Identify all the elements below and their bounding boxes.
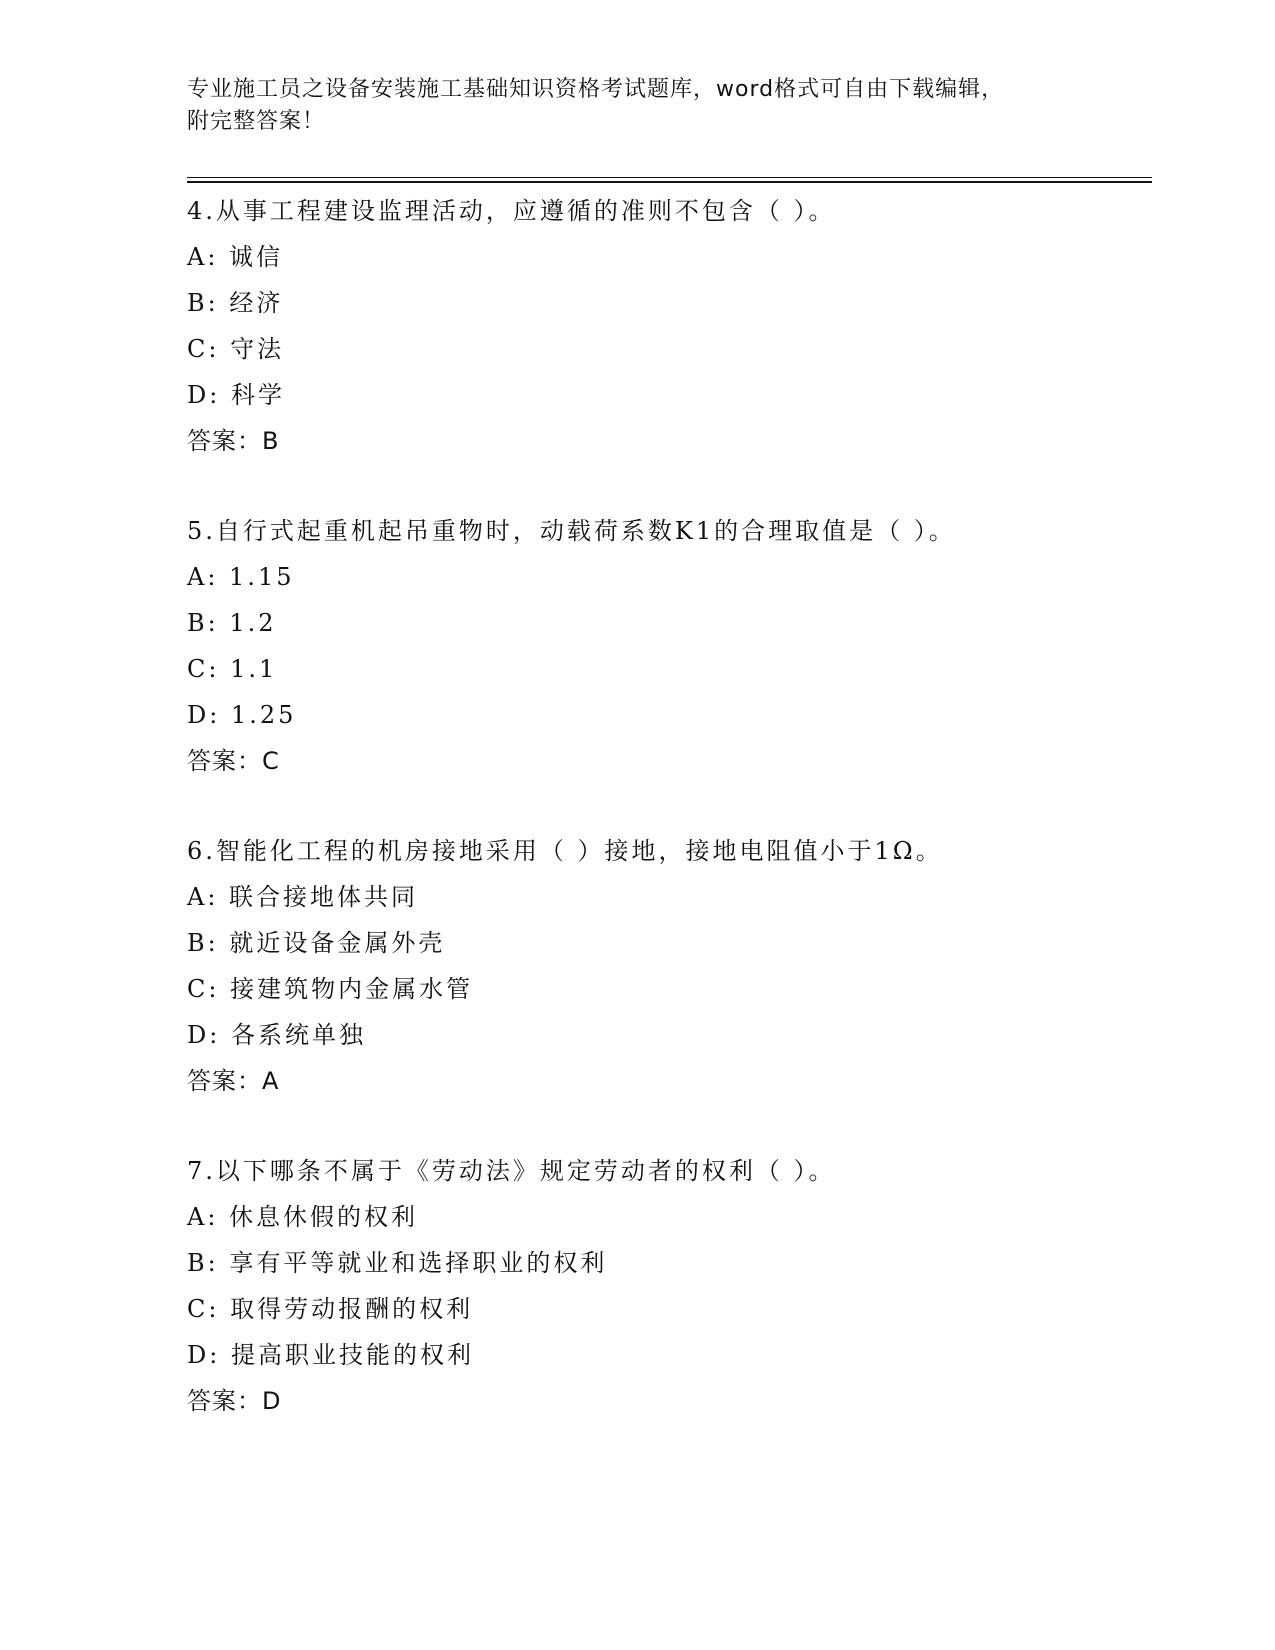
question-stem: 7.以下哪条不属于《劳动法》规定劳动者的权利（ ）。 (187, 1157, 836, 1185)
option-d: D: 各系统单独 (187, 1021, 366, 1049)
option-a: A: 诚信 (187, 243, 284, 271)
header-line-1: 专业施工员之设备安装施工基础知识资格考试题库，word格式可自由下载编辑， (187, 77, 1005, 102)
option-c: C: 1.1 (187, 655, 278, 683)
option-b: B: 享有平等就业和选择职业的权利 (187, 1249, 608, 1277)
answer: 答案：B (187, 427, 280, 455)
header-line-2: 附完整答案！ (187, 109, 326, 134)
question-5 (187, 508, 1167, 784)
option-c: C: 守法 (187, 335, 285, 363)
option-c: C: 接建筑物内金属水管 (187, 975, 474, 1003)
option-b: B: 就近设备金属外壳 (187, 929, 446, 957)
option-b: B: 1.2 (187, 609, 277, 637)
option-d: D: 1.25 (187, 701, 297, 729)
question-stem: 4.从事工程建设监理活动，应遵循的准则不包含（ ）。 (187, 197, 836, 225)
question-stem: 5.自行式起重机起吊重物时，动载荷系数K1的合理取值是（ ）。 (187, 517, 956, 545)
option-a: A: 联合接地体共同 (187, 883, 419, 911)
header-divider-bottom (187, 181, 1152, 183)
question-6 (187, 828, 1167, 1104)
answer: 答案：A (187, 1067, 280, 1095)
header-divider-top (187, 177, 1152, 178)
option-c: C: 取得劳动报酬的权利 (187, 1295, 474, 1323)
question-4 (187, 188, 1167, 464)
option-d: D: 提高职业技能的权利 (187, 1341, 474, 1369)
option-d: D: 科学 (187, 381, 285, 409)
option-a: A: 1.15 (187, 563, 295, 591)
question-7 (187, 1148, 1167, 1424)
option-b: B: 经济 (187, 289, 284, 317)
option-a: A: 休息休假的权利 (187, 1203, 419, 1231)
answer: 答案：C (187, 747, 280, 775)
document-header (187, 74, 1167, 138)
question-stem: 6.智能化工程的机房接地采用（ ）接地，接地电阻值小于1Ω。 (187, 837, 943, 865)
answer: 答案：D (187, 1387, 282, 1415)
